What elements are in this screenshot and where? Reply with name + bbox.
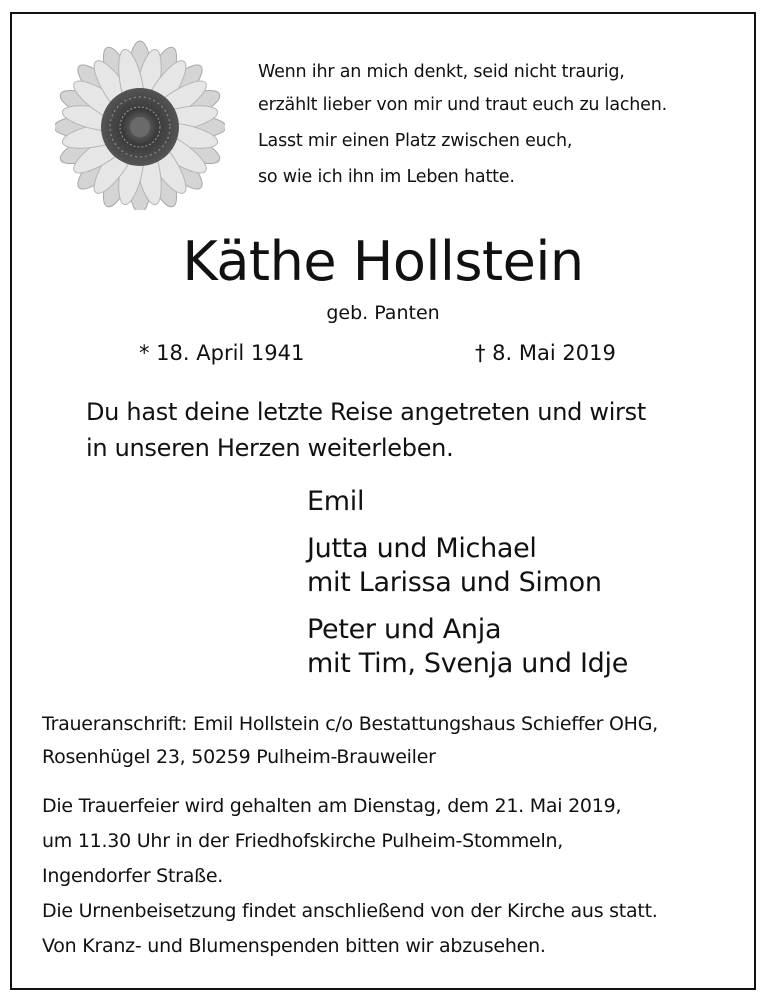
mourner-line-5: mit Tim, Svenja und Idje xyxy=(307,648,629,679)
ceremony-line-5: Von Kranz- und Blumenspenden bitten wir abzusehen. xyxy=(42,935,546,957)
poem-line-3: Lasst mir einen Platz zwischen euch, xyxy=(258,131,573,151)
deceased-name: Käthe Hollstein xyxy=(182,230,584,293)
poem-line-1: Wenn ihr an mich denkt, seid nicht traurig, xyxy=(258,62,625,82)
mourner-line-1: Emil xyxy=(307,486,365,517)
birth-name: geb. Panten xyxy=(326,302,440,324)
mourner-line-3: mit Larissa und Simon xyxy=(307,567,602,598)
quote-line-2: in unseren Herzen weiterleben. xyxy=(86,434,454,462)
poem-line-4: so wie ich ihn im Leben hatte. xyxy=(258,167,515,187)
ceremony-line-2: um 11.30 Uhr in der Friedhofskirche Pulheim-Stommeln, xyxy=(42,830,564,852)
birth-date: * 18. April 1941 xyxy=(139,341,305,365)
sunflower-icon xyxy=(55,40,225,210)
ceremony-line-4: Die Urnenbeisetzung findet anschließend von der Kirche aus statt. xyxy=(42,900,658,922)
ceremony-line-3: Ingendorfer Straße. xyxy=(42,865,224,887)
mourner-line-4: Peter und Anja xyxy=(307,614,502,645)
mourner-line-2: Jutta und Michael xyxy=(307,533,537,564)
death-date: † 8. Mai 2019 xyxy=(475,341,616,365)
address-line-2: Rosenhügel 23, 50259 Pulheim-Brauweiler xyxy=(42,746,436,768)
quote-line-1: Du hast deine letzte Reise angetreten und wirst xyxy=(86,398,646,426)
poem-line-2: erzählt lieber von mir und traut euch zu lachen. xyxy=(258,95,667,115)
address-line-1: Traueranschrift: Emil Hollstein c/o Bestattungshaus Schieffer OHG, xyxy=(42,713,658,735)
ceremony-line-1: Die Trauerfeier wird gehalten am Dienstag, dem 21. Mai 2019, xyxy=(42,795,622,817)
